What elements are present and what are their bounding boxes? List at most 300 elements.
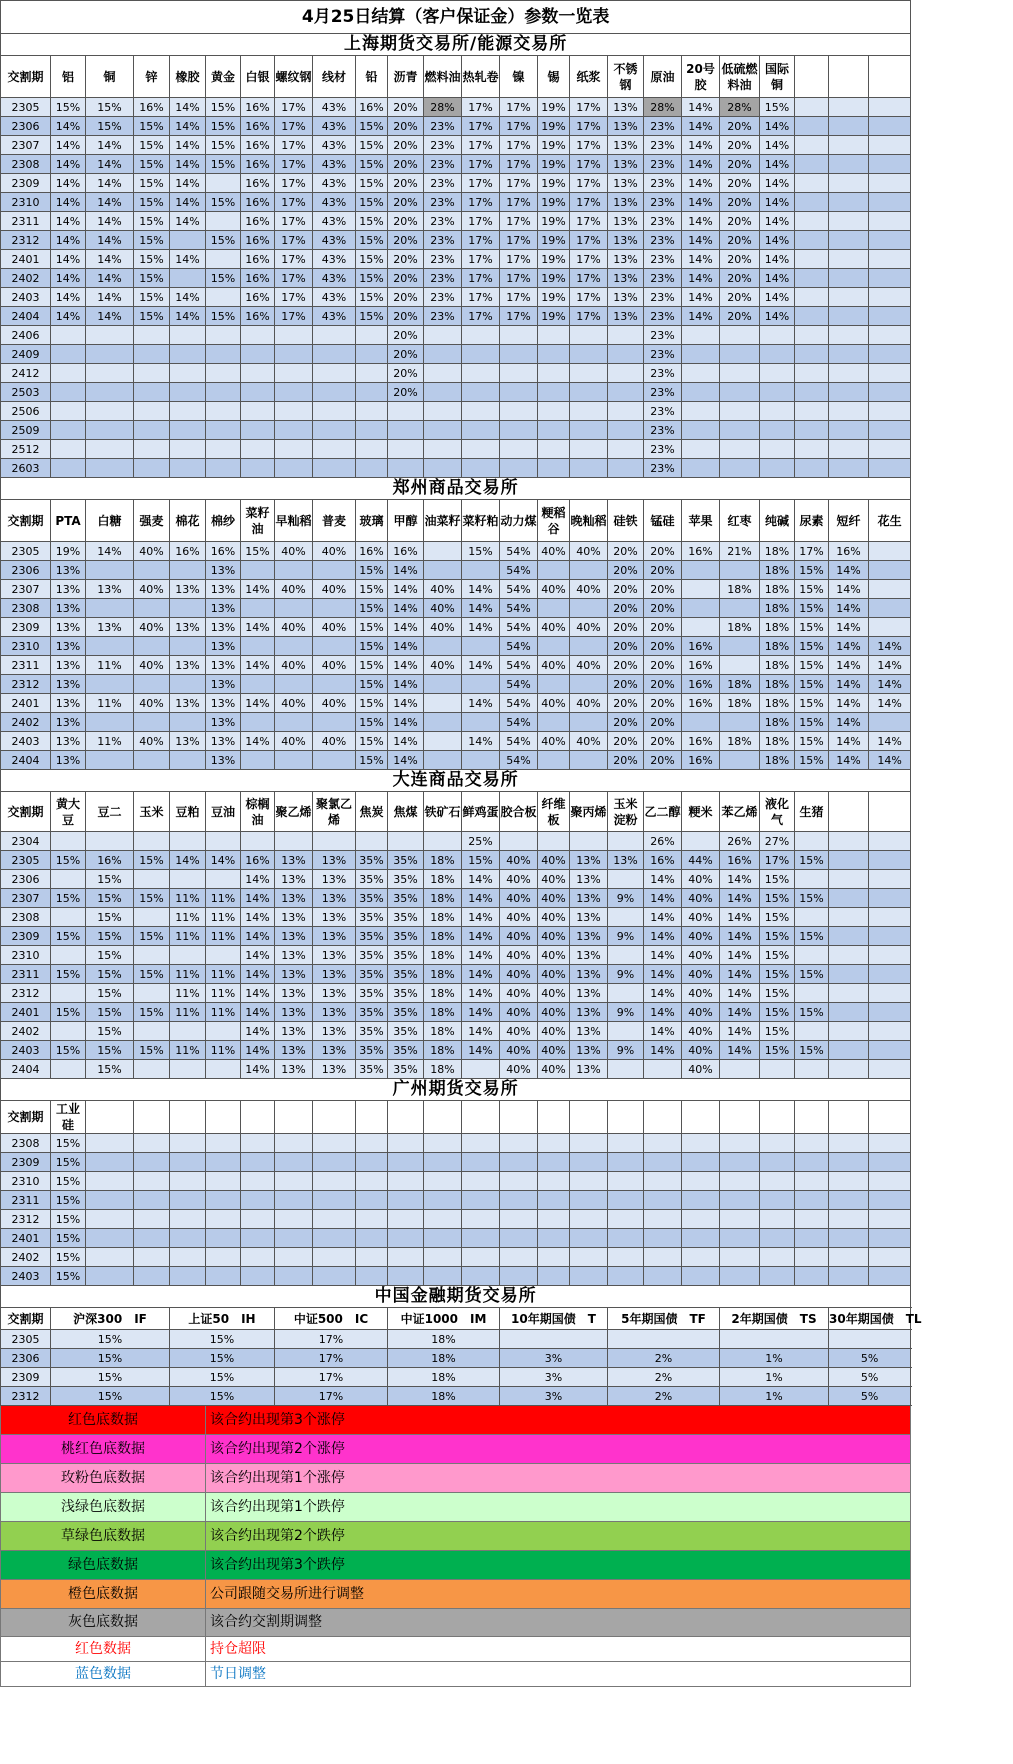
margin-rate-cell — [206, 1248, 241, 1267]
margin-rate-cell — [570, 1210, 608, 1229]
margin-rate-cell — [388, 459, 424, 478]
margin-rate-cell — [313, 383, 356, 402]
table-row — [1, 364, 911, 383]
margin-rate-cell: 15% — [356, 250, 388, 269]
margin-rate-cell — [275, 1229, 313, 1248]
margin-rate-cell — [134, 402, 170, 421]
margin-rate-cell — [644, 1191, 682, 1210]
margin-rate-cell — [869, 440, 911, 459]
margin-rate-cell — [869, 98, 911, 117]
delivery-period-cell: 2306 — [1, 870, 51, 889]
column-header: 油菜籽 — [424, 500, 462, 542]
margin-rate-cell — [869, 1172, 911, 1191]
margin-rate-cell: 54% — [500, 713, 538, 732]
margin-rate-cell: 15% — [760, 965, 795, 984]
margin-rate-cell: 13% — [570, 946, 608, 965]
margin-rate-cell — [170, 364, 206, 383]
margin-rate-cell: 17% — [500, 288, 538, 307]
margin-rate-cell — [134, 599, 170, 618]
margin-rate-cell — [206, 174, 241, 193]
margin-rate-cell: 18% — [760, 599, 795, 618]
delivery-period-cell: 2310 — [1, 637, 51, 656]
margin-rate-cell: 14% — [170, 155, 206, 174]
margin-rate-cell — [170, 1134, 206, 1153]
margin-rate-cell — [869, 713, 911, 732]
margin-rate-cell — [869, 965, 911, 984]
margin-rate-cell: 14% — [241, 618, 275, 637]
margin-rate-cell: 15% — [86, 1060, 134, 1079]
margin-rate-cell — [462, 1191, 500, 1210]
margin-rate-cell — [608, 1267, 644, 1286]
margin-rate-cell — [134, 946, 170, 965]
margin-rate-cell — [86, 459, 134, 478]
margin-rate-cell: 40% — [682, 870, 720, 889]
margin-rate-cell: 17% — [275, 1349, 388, 1368]
margin-rate-cell: 13% — [51, 618, 86, 637]
margin-rate-cell — [538, 561, 570, 580]
margin-rate-cell — [241, 1172, 275, 1191]
margin-rate-cell — [86, 1248, 134, 1267]
margin-rate-cell — [869, 1003, 911, 1022]
margin-rate-cell: 13% — [570, 851, 608, 870]
margin-rate-cell — [608, 440, 644, 459]
margin-rate-cell: 13% — [206, 694, 241, 713]
margin-rate-cell: 40% — [500, 851, 538, 870]
margin-rate-cell: 13% — [51, 713, 86, 732]
delivery-period-cell: 2309 — [1, 174, 51, 193]
margin-rate-cell: 40% — [500, 1041, 538, 1060]
column-header: 菜籽粕 — [462, 500, 500, 542]
margin-rate-cell — [51, 345, 86, 364]
table-row — [1, 212, 911, 231]
margin-rate-cell — [462, 713, 500, 732]
margin-rate-cell — [388, 1229, 424, 1248]
margin-rate-cell — [134, 421, 170, 440]
margin-rate-cell: 11% — [206, 889, 241, 908]
margin-rate-cell: 40% — [424, 618, 462, 637]
margin-rate-cell: 40% — [424, 656, 462, 675]
margin-rate-cell: 13% — [51, 656, 86, 675]
margin-rate-cell — [608, 946, 644, 965]
margin-rate-cell — [134, 326, 170, 345]
delivery-period-cell: 2401 — [1, 694, 51, 713]
margin-rate-cell: 27% — [760, 832, 795, 851]
column-header: 铅 — [356, 56, 388, 98]
column-header: 短纤 — [829, 500, 869, 542]
margin-rate-cell — [500, 1172, 538, 1191]
margin-rate-cell — [275, 459, 313, 478]
margin-rate-cell: 14% — [241, 927, 275, 946]
margin-rate-cell: 14% — [829, 694, 869, 713]
margin-rate-cell — [538, 326, 570, 345]
margin-rate-cell — [795, 288, 829, 307]
margin-rate-cell: 15% — [760, 98, 795, 117]
margin-rate-cell: 15% — [795, 694, 829, 713]
margin-rate-cell: 14% — [170, 117, 206, 136]
column-header: 晚籼稻 — [570, 500, 608, 542]
margin-rate-cell — [538, 832, 570, 851]
margin-rate-cell: 15% — [795, 713, 829, 732]
margin-rate-cell — [170, 1191, 206, 1210]
margin-rate-cell: 40% — [275, 580, 313, 599]
column-header: 锌 — [134, 56, 170, 98]
margin-rate-cell — [86, 383, 134, 402]
margin-rate-cell — [829, 870, 869, 889]
margin-rate-cell — [170, 599, 206, 618]
margin-rate-cell — [608, 459, 644, 478]
margin-rate-cell — [356, 1172, 388, 1191]
margin-rate-cell: 17% — [275, 212, 313, 231]
margin-rate-cell — [51, 946, 86, 965]
margin-rate-cell: 14% — [170, 193, 206, 212]
legend-row — [1, 1662, 911, 1687]
margin-rate-cell: 14% — [241, 1003, 275, 1022]
margin-rate-cell — [795, 117, 829, 136]
margin-rate-cell: 17% — [275, 174, 313, 193]
margin-rate-cell — [424, 440, 462, 459]
margin-rate-cell — [570, 364, 608, 383]
legend-row — [1, 1464, 911, 1493]
delivery-period-cell: 2403 — [1, 1041, 51, 1060]
margin-rate-cell — [424, 675, 462, 694]
margin-rate-cell: 20% — [644, 599, 682, 618]
margin-rate-cell — [644, 1267, 682, 1286]
margin-rate-cell: 15% — [51, 1134, 86, 1153]
margin-rate-cell — [206, 1153, 241, 1172]
margin-rate-cell — [86, 1191, 134, 1210]
margin-rate-cell — [134, 383, 170, 402]
margin-rate-cell — [86, 1172, 134, 1191]
margin-rate-cell: 25% — [462, 832, 500, 851]
margin-rate-cell: 17% — [570, 307, 608, 326]
margin-rate-cell: 11% — [170, 927, 206, 946]
margin-rate-cell — [829, 1153, 869, 1172]
margin-rate-cell: 15% — [134, 889, 170, 908]
margin-rate-cell: 15% — [51, 927, 86, 946]
margin-rate-cell: 40% — [424, 599, 462, 618]
margin-rate-cell — [170, 1248, 206, 1267]
margin-rate-cell: 15% — [134, 851, 170, 870]
margin-rate-cell — [682, 383, 720, 402]
margin-rate-cell: 17% — [570, 269, 608, 288]
margin-rate-cell — [51, 459, 86, 478]
margin-rate-cell — [644, 1172, 682, 1191]
margin-rate-cell — [760, 345, 795, 364]
margin-rate-cell — [682, 326, 720, 345]
margin-rate-cell: 11% — [170, 984, 206, 1003]
margin-rate-cell: 9% — [608, 927, 644, 946]
margin-rate-cell: 14% — [241, 656, 275, 675]
margin-rate-cell: 17% — [275, 193, 313, 212]
margin-rate-cell: 13% — [570, 870, 608, 889]
table-row — [1, 1330, 911, 1349]
margin-rate-cell — [313, 326, 356, 345]
margin-rate-cell — [720, 1191, 760, 1210]
margin-rate-cell: 15% — [356, 713, 388, 732]
margin-rate-cell: 16% — [644, 851, 682, 870]
margin-rate-cell — [869, 889, 911, 908]
legend-row — [1, 1435, 911, 1464]
margin-rate-cell — [829, 269, 869, 288]
margin-rate-cell: 15% — [795, 1041, 829, 1060]
margin-rate-cell: 14% — [869, 732, 911, 751]
margin-rate-cell: 13% — [275, 1041, 313, 1060]
table-row — [1, 421, 911, 440]
margin-rate-cell — [424, 637, 462, 656]
margin-rate-cell — [720, 1172, 760, 1191]
margin-rate-cell: 20% — [608, 751, 644, 770]
margin-rate-cell: 14% — [462, 599, 500, 618]
margin-rate-cell — [829, 326, 869, 345]
margin-rate-cell: 15% — [86, 908, 134, 927]
margin-rate-cell — [275, 637, 313, 656]
margin-rate-cell: 14% — [241, 870, 275, 889]
margin-rate-cell — [206, 946, 241, 965]
column-header — [424, 1101, 462, 1134]
delivery-period-cell: 2406 — [1, 326, 51, 345]
margin-rate-cell: 17% — [570, 155, 608, 174]
margin-rate-cell — [538, 1153, 570, 1172]
margin-rate-cell: 15% — [356, 212, 388, 231]
column-header: 纸浆 — [570, 56, 608, 98]
margin-rate-cell: 13% — [570, 889, 608, 908]
margin-rate-cell: 15% — [86, 117, 134, 136]
table-row — [1, 561, 911, 580]
margin-rate-cell — [795, 402, 829, 421]
margin-rate-cell: 17% — [570, 193, 608, 212]
margin-rate-cell — [424, 345, 462, 364]
legend-description: 该合约出现第2个跌停 — [206, 1522, 911, 1551]
margin-rate-cell — [829, 288, 869, 307]
margin-rate-cell: 13% — [313, 984, 356, 1003]
margin-rate-cell: 40% — [313, 618, 356, 637]
margin-rate-cell — [86, 421, 134, 440]
margin-rate-cell: 14% — [829, 713, 869, 732]
column-header-delivery: 交割期 — [1, 792, 51, 832]
margin-rate-cell: 14% — [720, 946, 760, 965]
column-header-delivery: 交割期 — [1, 56, 51, 98]
margin-rate-cell: 15% — [795, 580, 829, 599]
margin-rate-cell: 13% — [275, 965, 313, 984]
margin-rate-cell — [86, 1134, 134, 1153]
margin-rate-cell — [388, 1191, 424, 1210]
margin-rate-cell: 23% — [644, 326, 682, 345]
page-title: 4月25日结算（客户保证金）参数一览表 — [1, 1, 911, 34]
delivery-period-cell: 2506 — [1, 402, 51, 421]
margin-rate-cell: 15% — [760, 889, 795, 908]
column-header: 白银 — [241, 56, 275, 98]
margin-rate-cell — [720, 440, 760, 459]
margin-rate-cell: 11% — [170, 965, 206, 984]
table-row — [1, 1387, 911, 1406]
table-row — [1, 383, 911, 402]
margin-rate-cell: 13% — [86, 618, 134, 637]
margin-rate-cell: 14% — [720, 927, 760, 946]
margin-rate-cell — [608, 1153, 644, 1172]
margin-rate-cell — [275, 1248, 313, 1267]
column-header — [829, 792, 869, 832]
margin-rate-cell: 13% — [51, 637, 86, 656]
margin-rate-cell — [170, 326, 206, 345]
margin-rate-cell — [720, 402, 760, 421]
margin-rate-cell — [682, 421, 720, 440]
margin-rate-cell: 13% — [608, 193, 644, 212]
margin-rate-cell: 14% — [682, 193, 720, 212]
column-header: 纯碱 — [760, 500, 795, 542]
margin-rate-cell: 15% — [356, 637, 388, 656]
margin-rate-cell: 15% — [356, 117, 388, 136]
column-header: 玉米 — [134, 792, 170, 832]
margin-rate-cell: 40% — [134, 618, 170, 637]
margin-rate-cell — [570, 1191, 608, 1210]
margin-rate-cell — [241, 1210, 275, 1229]
margin-rate-cell — [795, 250, 829, 269]
margin-rate-cell — [462, 1267, 500, 1286]
margin-rate-cell — [241, 364, 275, 383]
margin-rate-cell: 14% — [462, 908, 500, 927]
margin-rate-cell: 17% — [500, 269, 538, 288]
margin-rate-cell — [760, 1267, 795, 1286]
margin-rate-cell: 14% — [462, 870, 500, 889]
margin-rate-cell — [795, 193, 829, 212]
margin-rate-cell — [500, 421, 538, 440]
margin-rate-cell: 54% — [500, 751, 538, 770]
margin-rate-cell — [869, 421, 911, 440]
margin-rate-cell: 15% — [170, 1349, 275, 1368]
margin-rate-cell: 14% — [462, 694, 500, 713]
margin-rate-cell — [206, 421, 241, 440]
column-header: 沥青 — [388, 56, 424, 98]
margin-rate-cell: 20% — [720, 212, 760, 231]
margin-rate-cell — [241, 561, 275, 580]
margin-rate-cell: 54% — [500, 732, 538, 751]
margin-rate-cell — [275, 832, 313, 851]
margin-rate-cell: 13% — [206, 618, 241, 637]
margin-rate-cell: 35% — [388, 908, 424, 927]
margin-rate-cell: 35% — [388, 870, 424, 889]
margin-rate-cell: 15% — [51, 98, 86, 117]
margin-rate-cell — [570, 1229, 608, 1248]
margin-rate-cell: 14% — [760, 155, 795, 174]
margin-rate-cell — [134, 637, 170, 656]
column-header — [462, 1101, 500, 1134]
table-row — [1, 1134, 911, 1153]
margin-rate-cell — [241, 402, 275, 421]
margin-rate-cell — [86, 751, 134, 770]
margin-rate-cell: 40% — [682, 1003, 720, 1022]
margin-rate-cell — [388, 440, 424, 459]
margin-rate-cell: 15% — [795, 889, 829, 908]
column-header: 燃料油 — [424, 56, 462, 98]
table-row — [1, 1229, 911, 1248]
table-row — [1, 889, 911, 908]
margin-rate-cell — [313, 459, 356, 478]
margin-rate-cell: 14% — [51, 288, 86, 307]
exchange-title: 郑州商品交易所 — [1, 478, 911, 500]
margin-rate-cell — [795, 1191, 829, 1210]
margin-rate-cell: 20% — [388, 288, 424, 307]
margin-rate-cell: 14% — [760, 136, 795, 155]
margin-rate-cell — [644, 1210, 682, 1229]
margin-rate-cell — [570, 459, 608, 478]
legend-label: 灰色底数据 — [1, 1609, 206, 1637]
margin-rate-cell: 35% — [356, 889, 388, 908]
margin-rate-cell — [134, 1060, 170, 1079]
margin-rate-cell — [170, 421, 206, 440]
margin-rate-cell: 40% — [500, 1022, 538, 1041]
margin-rate-cell: 15% — [51, 1349, 170, 1368]
margin-rate-cell — [644, 1060, 682, 1079]
margin-rate-cell: 18% — [760, 751, 795, 770]
margin-rate-cell: 15% — [795, 751, 829, 770]
margin-rate-cell — [313, 1153, 356, 1172]
margin-rate-cell: 17% — [462, 136, 500, 155]
exchange-title: 中国金融期货交易所 — [1, 1286, 911, 1308]
column-header: 苯乙烯 — [720, 792, 760, 832]
margin-rate-cell: 15% — [356, 193, 388, 212]
margin-rate-cell: 40% — [682, 1022, 720, 1041]
margin-rate-cell: 14% — [869, 751, 911, 770]
margin-rate-cell: 14% — [170, 307, 206, 326]
margin-rate-cell: 15% — [51, 1267, 86, 1286]
margin-rate-cell: 19% — [538, 174, 570, 193]
margin-rate-cell: 14% — [241, 1041, 275, 1060]
column-header: 尿素 — [795, 500, 829, 542]
table-row — [1, 1368, 911, 1387]
delivery-period-cell: 2306 — [1, 1349, 51, 1368]
table-row — [1, 965, 911, 984]
margin-rate-cell: 15% — [86, 927, 134, 946]
margin-rate-cell — [869, 212, 911, 231]
column-header: 中证1000 IM — [388, 1308, 500, 1330]
margin-rate-cell — [462, 1060, 500, 1079]
margin-rate-cell: 18% — [760, 713, 795, 732]
margin-rate-cell — [538, 345, 570, 364]
margin-rate-cell — [424, 713, 462, 732]
margin-rate-cell: 15% — [170, 1368, 275, 1387]
margin-rate-cell: 15% — [462, 851, 500, 870]
margin-rate-cell — [760, 1191, 795, 1210]
margin-rate-cell: 14% — [462, 927, 500, 946]
margin-rate-cell — [500, 1191, 538, 1210]
margin-rate-cell: 23% — [644, 250, 682, 269]
margin-rate-cell: 16% — [682, 751, 720, 770]
margin-rate-cell — [570, 561, 608, 580]
margin-rate-cell: 40% — [275, 732, 313, 751]
margin-rate-cell: 13% — [206, 675, 241, 694]
margin-rate-cell: 18% — [424, 1041, 462, 1060]
margin-rate-cell: 13% — [570, 1041, 608, 1060]
margin-rate-cell: 14% — [829, 751, 869, 770]
margin-rate-cell — [134, 1191, 170, 1210]
margin-rate-cell: 14% — [51, 174, 86, 193]
margin-rate-cell: 40% — [570, 656, 608, 675]
margin-rate-cell — [206, 383, 241, 402]
margin-rate-cell — [720, 1153, 760, 1172]
margin-rate-cell — [720, 421, 760, 440]
delivery-period-cell: 2404 — [1, 307, 51, 326]
margin-rate-cell: 13% — [608, 174, 644, 193]
margin-rate-cell: 20% — [608, 599, 644, 618]
margin-rate-cell — [462, 402, 500, 421]
margin-rate-cell — [608, 908, 644, 927]
margin-rate-cell: 17% — [275, 136, 313, 155]
margin-rate-cell — [869, 402, 911, 421]
margin-rate-cell: 17% — [500, 136, 538, 155]
margin-rate-cell: 14% — [51, 212, 86, 231]
margin-rate-cell: 13% — [313, 1041, 356, 1060]
margin-rate-cell: 14% — [388, 751, 424, 770]
